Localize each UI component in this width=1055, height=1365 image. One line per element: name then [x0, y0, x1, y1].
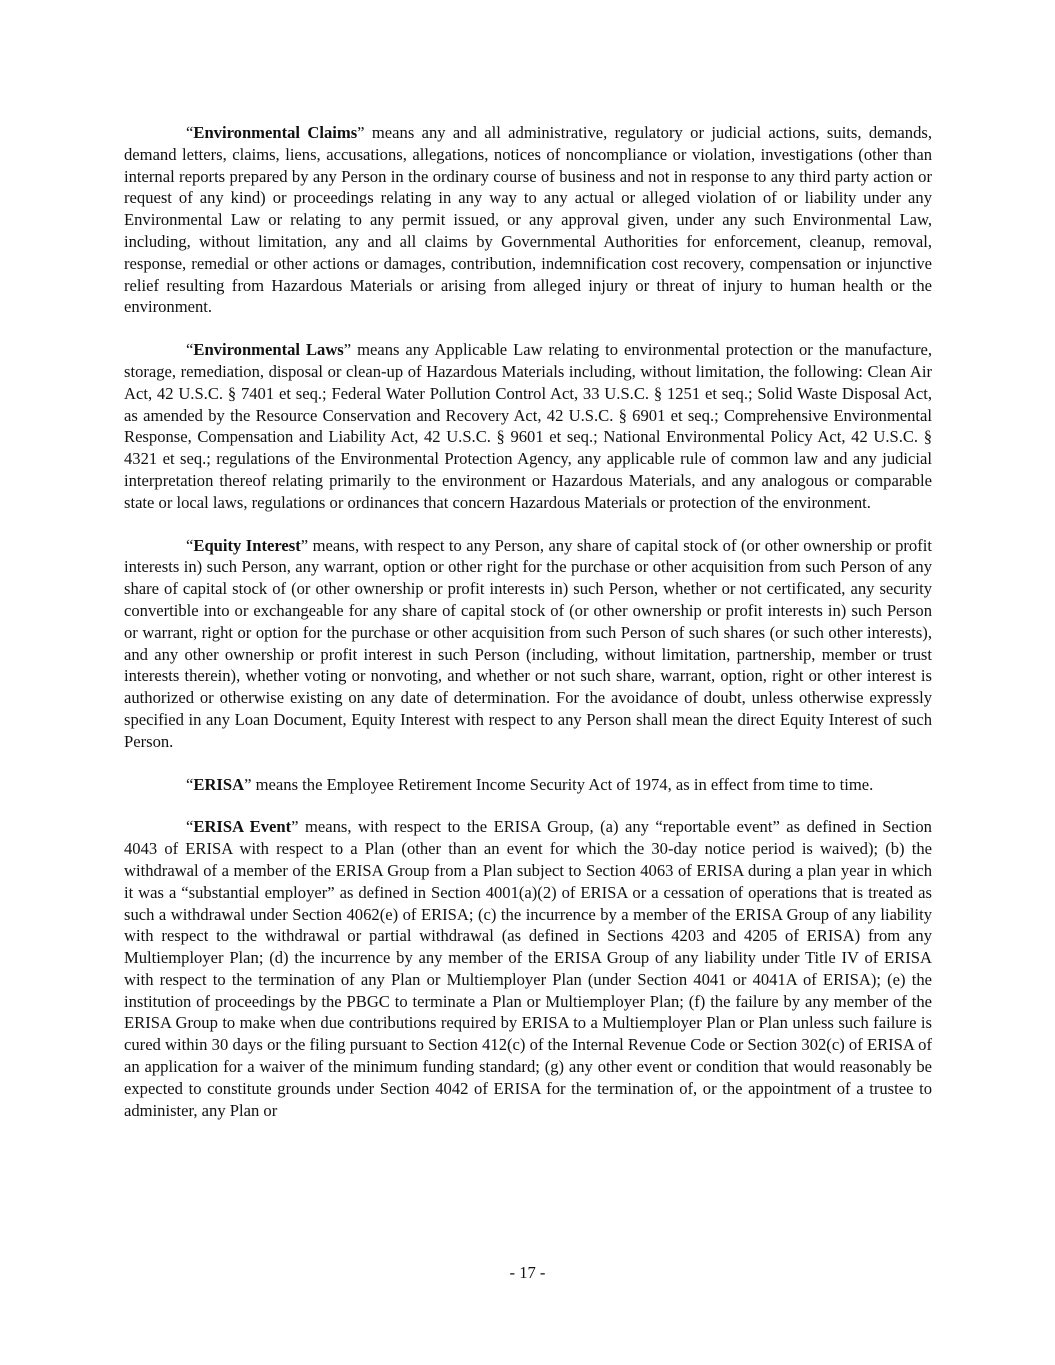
- close-quote: ”: [291, 817, 299, 837]
- open-quote: “: [186, 817, 194, 837]
- definition-text: means, with respect to any Person, any share of capital stock of (or other ownership or profit interests in) such Person, any warrant, option or other right for the purchase or other acquisition from such Person of any share of capital stock of (or other ownership or profit interests in) such Person, whether or not certificated, any security convertible into or exchangeable for any share of capital stock of (or other ownership or profit interests in) such Person or warrant, right or option for the purchase or other acquisition from such Person of such shares (or such other interests), and any other ownership or profit interest in such Person (including, without limitation, partnership, member or trust interests therein), whether voting or nonvoting, and whether or not such share, warrant, option, right or other interest is authorized or otherwise existing on any date of determination. For the avoidance of doubt, unless otherwise expressly specified in any Loan Document, Equity Interest with respect to any Person shall mean the direct Equity Interest of such Person.: [124, 535, 932, 751]
- page-number: - 17 -: [509, 1263, 546, 1282]
- close-quote: ”: [343, 340, 352, 360]
- open-quote: “: [186, 535, 194, 555]
- document-page: [124, 122, 932, 1142]
- defined-term: Equity Interest: [193, 535, 301, 555]
- definition-text: means the Employee Retirement Income Security Act of 1974, as in effect from time to time.: [251, 774, 874, 794]
- open-quote: “: [186, 123, 194, 142]
- defined-term: Environmental Laws: [193, 340, 344, 360]
- defined-term: ERISA: [193, 774, 245, 794]
- open-quote: “: [186, 340, 194, 360]
- defined-term: Environmental Claims: [193, 123, 358, 142]
- close-quote: ”: [244, 774, 252, 794]
- close-quote: ”: [357, 123, 365, 142]
- definition-text: means any and all administrative, regulatory or judicial actions, suits, demands, demand letters, claims, liens, accusations, allegations, notices of noncompliance or violation, investigations (other than internal reports prepared by any Person in the ordinary course of business and not in response to any third party action or request of any kind) or proceedings relating in any way to any actual or alleged violation of or liability under any Environmental Law or relating to any permit issued, or any approval given, under any such Environmental Law, including, without limitation, any and all claims by Governmental Authorities for enforcement, cleanup, removal, response, remedial or other actions or damages, contribution, indemnification cost recovery, compensation or injunctive relief resulting from Hazardous Materials or arising from alleged injury or threat of injury to human health or the environment.: [124, 123, 932, 317]
- definition-erisa-event: [124, 816, 932, 1121]
- definition-erisa: [124, 774, 932, 796]
- definition-text: means, with respect to the ERISA Group, (a) any “reportable event” as defined in Section 4043 of ERISA with respect to a Plan (other than an event for which the 30-day notice period is waived); (b) the withdrawal of a member of the ERISA Group from a Plan subject to Section 4063 of ERISA during a plan year in which it was a “substantial employer” as defined in Section 4001(a)(2) of ERISA or a cessation of operations that is treated as such a withdrawal under Section 4062(e) of ERISA; (c) the incurrence by a member of the ERISA Group of any liability with respect to the withdrawal or partial withdrawal (as defined in Sections 4203 and 4205 of ERISA) from any Multiemployer Plan; (d) the incurrence by any member of the ERISA Group of any liability under Title IV of ERISA with respect to the termination of any Plan or Multiemployer Plan (under Section 4041 or 4041A of ERISA); (e) the institution of proceedings by the PBGC to terminate a Plan or Multiemployer Plan; (f) the failure by any member of the ERISA Group to make when due contributions required by ERISA to a Multiemployer Plan or Plan unless such failure is cured within 30 days or the filing pursuant to Section 412(c) of the Internal Revenue Code or Section 302(c) of ERISA of an application for a waiver of the minimum funding standard; (g) any other event or condition that would reasonably be expected to constitute grounds under Section 4042 of ERISA for the termination of, or the appointment of a trustee to administer, any Plan or: [124, 817, 932, 1120]
- close-quote: ”: [300, 535, 309, 555]
- definition-environmental-claims: [124, 122, 932, 318]
- open-quote: “: [186, 774, 194, 794]
- definition-equity-interest: [124, 535, 932, 753]
- definition-environmental-laws: [124, 339, 932, 513]
- definition-text: means any Applicable Law relating to environmental protection or the manufacture, storage, remediation, disposal or clean-up of Hazardous Materials including, without limitation, the following: Clean Air Act, 42 U.S.C. § 7401 et seq.; Federal Water Pollution Control Act, 33 U.S.C. § 1251 et seq.; Solid Waste Disposal Act, as amended by the Resource Conservation and Recovery Act, 42 U.S.C. § 6901 et seq.; Comprehensive Environmental Response, Compensation and Liability Act, 42 U.S.C. § 9601 et seq.; National Environmental Policy Act, 42 U.S.C. § 4321 et seq.; regulations of the Environmental Protection Agency, any applicable rule of common law and any judicial interpretation thereof relating primarily to the environment or Hazardous Materials, and any analogous or comparable state or local laws, regulations or ordinances that concern Hazardous Materials or protection of the environment.: [124, 340, 932, 512]
- defined-term: ERISA Event: [193, 817, 292, 837]
